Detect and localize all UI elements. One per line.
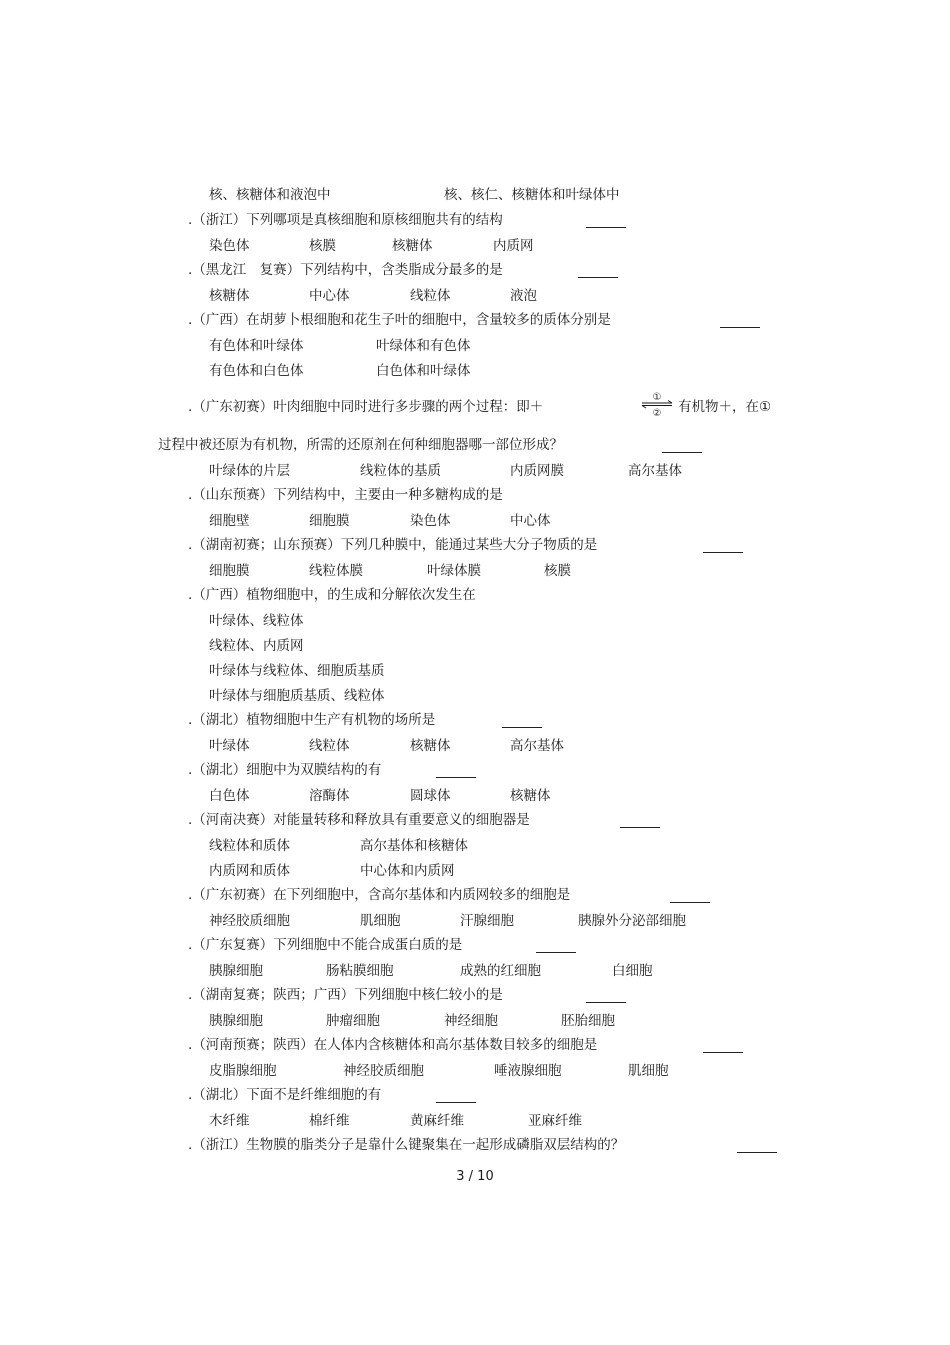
text-line: 有色体和白色体	[209, 363, 304, 379]
text-line: 叶绿体和有色体	[376, 338, 471, 354]
text-line: 叶绿体与细胞质基质、线粒体	[209, 688, 385, 704]
text-line: 神经细胞	[444, 1013, 498, 1029]
text-line: .（广东初赛）叶肉细胞中同时进行多步骤的两个过程：即＋	[188, 399, 544, 415]
text-line: 唾液腺细胞	[494, 1063, 562, 1079]
text-line: 皮脂腺细胞	[209, 1063, 277, 1079]
text-line: 中心体	[510, 513, 551, 529]
text-line: .（广东复赛）下列细胞中不能合成蛋白质的是	[188, 937, 463, 953]
text-line: 中心体和内质网	[360, 863, 455, 879]
reversible-arrow-icon	[640, 390, 674, 418]
text-line: 细胞壁	[209, 513, 250, 529]
text-line: .（广西）植物细胞中，的生成和分解依次发生在	[188, 587, 476, 603]
text-line: 高尔基体	[510, 738, 564, 754]
text-line: 细胞膜	[309, 513, 350, 529]
answer-blank	[586, 1002, 626, 1003]
text-line: .（浙江）下列哪项是真核细胞和原核细胞共有的结构	[188, 212, 503, 228]
text-line: 神经胶质细胞	[343, 1063, 424, 1079]
text-line: 内质网和质体	[209, 863, 290, 879]
text-line: 肌细胞	[360, 913, 401, 929]
text-line: 内质网	[493, 238, 534, 254]
answer-blank	[703, 552, 743, 553]
reaction-step-bottom: ②	[652, 408, 662, 418]
text-line: .（湖北）细胞中为双膜结构的有	[188, 762, 382, 778]
text-line: .（广西）在胡萝卜根细胞和花生子叶的细胞中，含量较多的质体分别是	[188, 312, 611, 328]
answer-blank	[670, 902, 710, 903]
answer-blank	[536, 952, 576, 953]
text-line: 过程中被还原为有机物，所需的还原剂在何种细胞器哪一部位形成？	[158, 437, 563, 453]
text-line: .（黑龙江 复赛）下列结构中，含类脂成分最多的是	[188, 262, 503, 278]
text-line: 白细胞	[612, 963, 653, 979]
text-line: 溶酶体	[309, 788, 350, 804]
text-line: 核糖体	[410, 738, 451, 754]
text-line: 核膜	[309, 238, 336, 254]
text-line: 圆球体	[410, 788, 451, 804]
text-line: .（山东预赛）下列结构中，主要由一种多糖构成的是	[188, 487, 503, 503]
text-line: 液泡	[510, 288, 537, 304]
text-line: 神经胶质细胞	[209, 913, 290, 929]
text-line: 肌细胞	[628, 1063, 669, 1079]
answer-blank	[436, 1102, 476, 1103]
reaction-step-top: ①	[652, 392, 662, 403]
text-line: 胰腺细胞	[209, 1013, 263, 1029]
text-line: 线粒体	[410, 288, 451, 304]
text-line: 核、核糖体和液泡中	[209, 187, 331, 203]
text-line: 中心体	[309, 288, 350, 304]
answer-blank	[586, 227, 626, 228]
text-line: 叶绿体与线粒体、细胞质基质	[209, 663, 385, 679]
text-line: 成熟的红细胞	[460, 963, 541, 979]
text-line: 内质网膜	[510, 463, 564, 479]
text-line: .（河南决赛）对能量转移和释放具有重要意义的细胞器是	[188, 812, 530, 828]
answer-blank	[578, 277, 618, 278]
answer-blank	[662, 452, 702, 453]
text-line: .（湖南初赛；山东预赛）下列几种膜中，能通过某些大分子物质的是	[188, 537, 598, 553]
text-line: 汗腺细胞	[460, 913, 514, 929]
answer-blank	[620, 827, 660, 828]
answer-blank	[720, 327, 760, 328]
text-line: 叶绿体膜	[427, 563, 481, 579]
text-line: 叶绿体	[209, 738, 250, 754]
text-line: 核糖体	[510, 788, 551, 804]
text-line: .（浙江）生物膜的脂类分子是靠什么键聚集在一起形成磷脂双层结构的？	[188, 1137, 625, 1153]
text-line: 线粒体膜	[309, 563, 363, 579]
text-line: .（湖南复赛；陕西；广西）下列细胞中核仁较小的是	[188, 987, 503, 1003]
answer-blank	[502, 727, 542, 728]
text-line: 核、核仁、核糖体和叶绿体中	[444, 187, 620, 203]
text-line: .（湖北）下面不是纤维细胞的有	[188, 1087, 382, 1103]
text-line: 核糖体	[392, 238, 433, 254]
text-line: 细胞膜	[209, 563, 250, 579]
text-line: 核糖体	[209, 288, 250, 304]
text-line: 胰腺细胞	[209, 963, 263, 979]
text-line: .（广东初赛）在下列细胞中，含高尔基体和内质网较多的细胞是	[188, 887, 571, 903]
answer-blank	[436, 777, 476, 778]
text-line: 有机物＋，在①	[678, 399, 772, 415]
page-number: 3 / 10	[456, 1169, 494, 1184]
text-line: 叶绿体、线粒体	[209, 613, 304, 629]
text-line: 棉纤维	[309, 1113, 350, 1129]
text-line: 线粒体	[309, 738, 350, 754]
text-line: 黄麻纤维	[410, 1113, 464, 1129]
text-line: 木纤维	[209, 1113, 250, 1129]
text-line: 肠粘膜细胞	[326, 963, 394, 979]
text-line: 叶绿体的片层	[209, 463, 290, 479]
text-line: .（河南预赛；陕西）在人体内含核糖体和高尔基体数目较多的细胞是	[188, 1037, 598, 1053]
text-line: 白色体	[209, 788, 250, 804]
text-line: 核膜	[544, 563, 571, 579]
text-line: 白色体和叶绿体	[376, 363, 471, 379]
answer-blank	[703, 1052, 743, 1053]
text-line: 染色体	[209, 238, 250, 254]
answer-blank	[737, 1152, 777, 1153]
text-line: 线粒体的基质	[360, 463, 441, 479]
text-line: 线粒体、内质网	[209, 638, 304, 654]
text-line: 胰腺外分泌部细胞	[578, 913, 686, 929]
text-line: 高尔基体和核糖体	[360, 838, 468, 854]
text-line: .（湖北）植物细胞中生产有机物的场所是	[188, 712, 436, 728]
text-line: 亚麻纤维	[528, 1113, 582, 1129]
text-line: 胚胎细胞	[561, 1013, 615, 1029]
text-line: 线粒体和质体	[209, 838, 290, 854]
text-line: 肿瘤细胞	[326, 1013, 380, 1029]
text-line: 染色体	[410, 513, 451, 529]
text-line: 高尔基体	[628, 463, 682, 479]
text-line: 有色体和叶绿体	[209, 338, 304, 354]
